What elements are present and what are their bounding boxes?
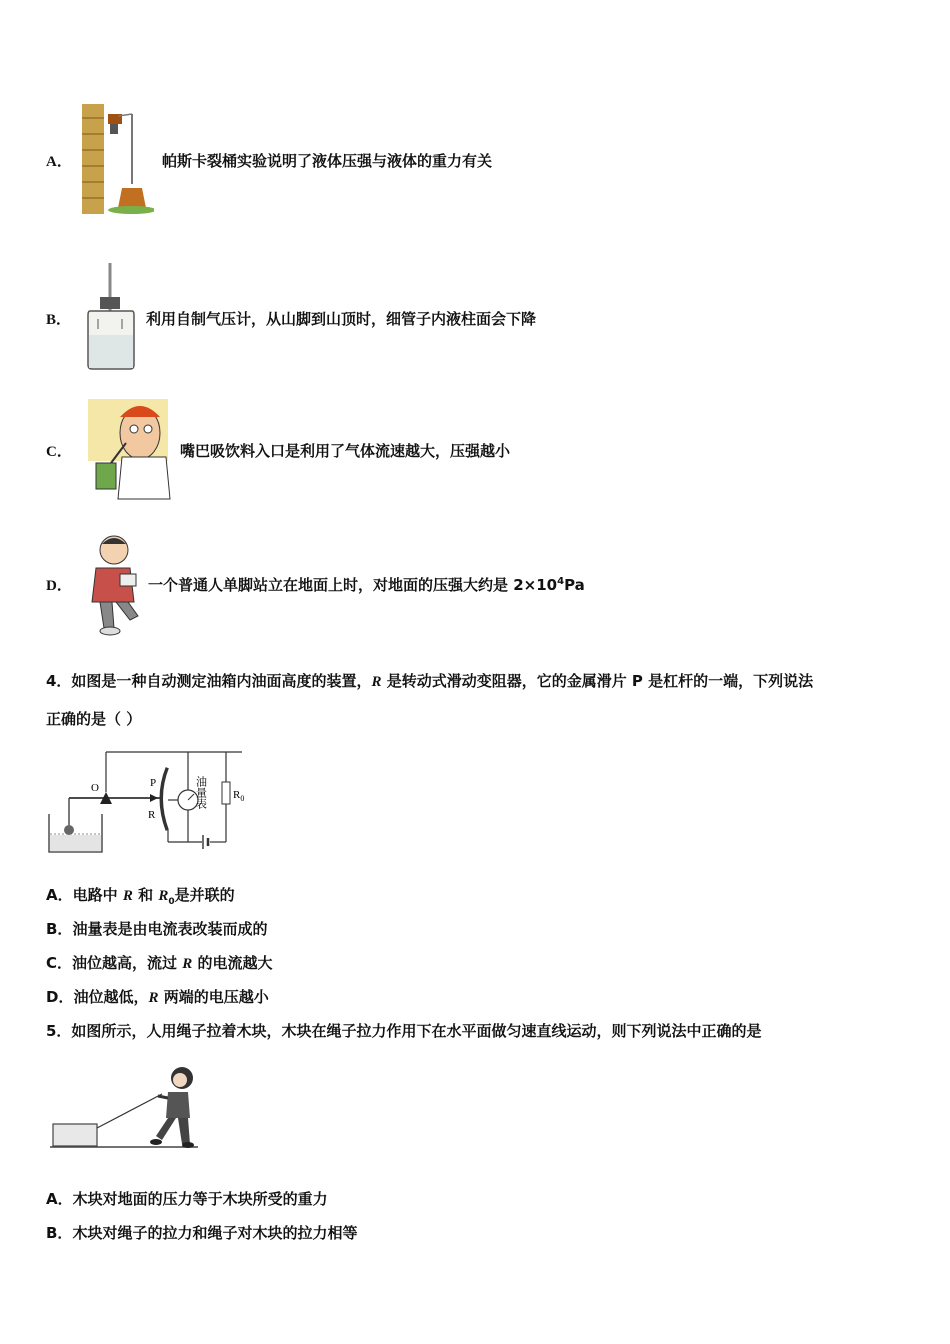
barometer-bottle-icon <box>84 263 146 373</box>
q5-option-a <box>46 1188 328 1209</box>
variable-r: R <box>122 888 133 904</box>
option-text: 两端的电压越小 <box>158 988 269 1006</box>
option-label: D． <box>46 988 74 1006</box>
label-o: O <box>91 782 99 794</box>
option-label: A． <box>46 1190 73 1208</box>
label-p: P <box>150 777 157 789</box>
option-text: 木块对地面的压力等于木块所受的重力 <box>72 1190 328 1208</box>
option-label: B． <box>46 920 73 938</box>
option-label: C． <box>46 954 73 972</box>
label-r: R <box>148 809 156 821</box>
option-label: B． <box>46 1224 73 1242</box>
option-text-main: 一个普通人单脚站立在地面上时，对地面的压强大约是 2×10 <box>148 575 558 594</box>
q5-option-b <box>46 1222 357 1243</box>
stem-part: 4．如图是一种自动测定油箱内油面高度的装置， <box>46 672 372 690</box>
option-d <box>46 528 585 640</box>
option-label: C． <box>46 443 72 460</box>
stem-part: 是转动式滑动变阻器，它的金属滑片 P 是杠杆的一端，下列说法 <box>381 672 814 690</box>
q4-option-b <box>46 918 267 939</box>
subscript: 0 <box>168 897 175 907</box>
question-5-stem: 5．如图所示，人用绳子拉着木块，木块在绳子拉力作用下在水平面做匀速直线运动，则下列说法中正确的是 <box>46 1022 762 1040</box>
option-text: 的电流越大 <box>192 954 273 972</box>
q4-option-d <box>46 986 269 1007</box>
option-text: 嘴巴吸饮料入口是利用了气体流速越大，压强越小 <box>180 441 511 460</box>
q4-option-a <box>46 884 235 907</box>
option-text: 油位越低， <box>73 988 149 1006</box>
exponent: 4 <box>557 575 565 587</box>
standing-person-icon <box>76 532 148 636</box>
option-label: D． <box>46 577 72 594</box>
option-label: A． <box>46 153 72 170</box>
person-pulling-block-icon <box>50 1064 200 1152</box>
unit: Pa <box>564 575 585 594</box>
option-text: 是并联的 <box>174 886 235 904</box>
option-b <box>46 262 536 374</box>
drinking-straw-icon <box>82 399 180 501</box>
option-text: 电路中 <box>72 886 123 904</box>
option-text: 木块对绳子的拉力和绳子对木块的拉力相等 <box>72 1224 358 1242</box>
option-text: 油量表是由电流表改装而成的 <box>72 920 268 938</box>
option-c <box>46 394 510 506</box>
question-4-stem-line2: 正确的是（ ） <box>46 710 142 728</box>
q4-option-c <box>46 952 273 973</box>
label-r0: $R_0$ <box>233 789 245 803</box>
option-label: A． <box>46 886 73 904</box>
option-label: B． <box>46 311 72 328</box>
option-a <box>46 104 492 216</box>
oil-gauge-circuit-diagram <box>46 748 250 858</box>
question-4-stem-line1 <box>46 670 926 691</box>
option-text <box>148 574 585 595</box>
option-text: 油位越高，流过 <box>72 954 183 972</box>
option-text: 帕斯卡裂桶实验说明了液体压强与液体的重力有关 <box>162 151 493 170</box>
pascal-barrel-icon <box>80 104 162 216</box>
option-text: 和 <box>132 886 159 904</box>
meter-label: 油量表 <box>194 776 208 809</box>
variable-r0: R <box>158 888 169 904</box>
variable-r: R <box>182 956 193 972</box>
variable-r: R <box>148 990 159 1006</box>
variable-r: R <box>371 674 382 690</box>
option-text: 利用自制气压计，从山脚到山顶时，细管子内液柱面会下降 <box>146 309 537 328</box>
